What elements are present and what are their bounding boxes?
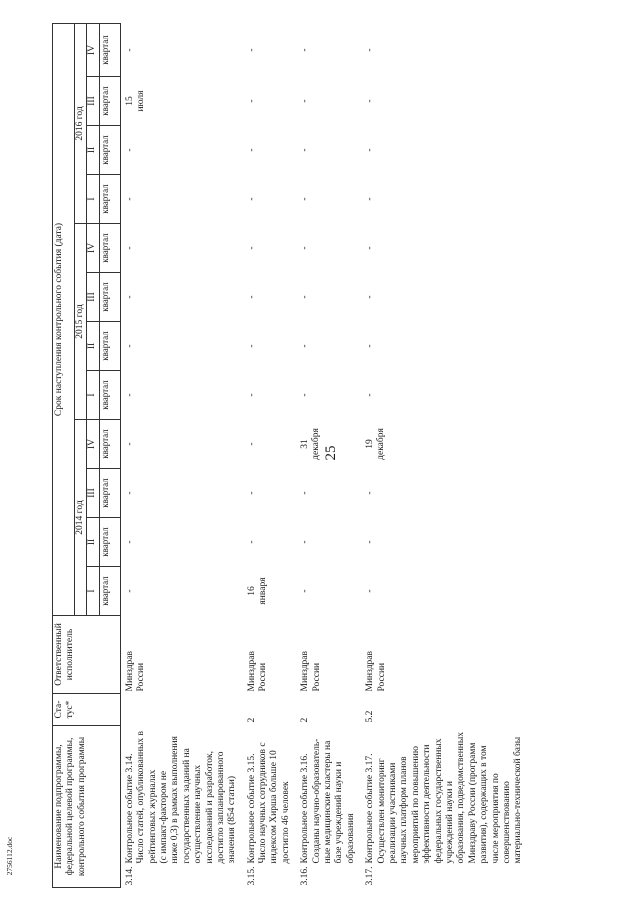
header-quarter-number: II [87,322,99,371]
header-year-2015: 2015 год [75,224,87,420]
header-quarter-word: квартал [99,175,120,224]
deadline-value: - [124,295,135,299]
deadline-value: - [124,540,135,544]
header-quarter-number: I [87,175,99,224]
deadline-value: - [300,197,311,201]
deadline-value: - [246,393,257,397]
row-status [120,694,242,726]
quarter-deadline-cell [361,322,528,371]
control-event-name: Контрольное событие 3.17. Осуществлен мониторинг реализации участниками научных платформ планов мероприятий по повышению эффективности деятельности федеральных государственных учреждений науки и образования, подведомственных Минздраву России (программ развития), содержащих в том числе мероприятия по совершенствованию материально-технической базы [365,731,524,864]
deadline-value: - [246,540,257,544]
header-quarter-word: квартал [99,518,120,567]
quarter-deadline-cell [120,518,242,567]
quarter-deadline-cell [243,567,297,616]
header-quarter-number: II [87,518,99,567]
quarter-deadline-cell [296,77,361,126]
header-quarter-number: IV [87,23,99,76]
quarter-deadline-cell [361,469,528,518]
deadline-value: - [124,48,135,52]
deadline-value: 19 декабря [365,428,387,460]
row-number: 3.16. [300,866,311,886]
quarter-deadline-cell [120,77,242,126]
header-quarter-number: II [87,126,99,175]
row-number: 3.17. [365,866,376,886]
deadline-value: - [124,442,135,446]
page-number: 25 [323,445,339,461]
deadline-value: - [246,344,257,348]
quarter-deadline-cell [120,23,242,76]
quarter-deadline-cell [120,224,242,273]
quarter-deadline-cell [296,420,361,469]
row-status: 2 [300,717,311,723]
quarter-deadline-cell [243,371,297,420]
deadline-value: 16 января [246,577,268,605]
quarter-deadline-cell [243,420,297,469]
header-quarter-word: квартал [99,273,120,322]
table-header [53,23,121,887]
deadline-value: - [300,540,311,544]
quarter-deadline-cell [361,567,528,616]
deadline-value: - [124,393,135,397]
quarter-deadline-cell [243,322,297,371]
header-name-column: Наименование подпрограммы, федеральной целевой программы, контрольного события программы [53,726,121,888]
deadline-value: - [246,491,257,495]
header-quarter-number: III [87,469,99,518]
quarter-deadline-cell [361,273,528,322]
deadline-value: - [365,148,376,152]
deadline-value: - [300,148,311,152]
quarter-deadline-cell [361,224,528,273]
quarter-deadline-cell [361,175,528,224]
quarter-deadline-cell [361,371,528,420]
header-quarter-word: квартал [99,77,120,126]
header-quarter-word: квартал [99,567,120,616]
deadline-value: - [246,246,257,250]
deadline-value: - [246,442,257,446]
quarter-deadline-cell [296,371,361,420]
quarter-deadline-cell [296,518,361,567]
deadline-value: - [300,295,311,299]
quarter-deadline-cell [120,175,242,224]
deadline-value: - [124,246,135,250]
deadline-value: - [300,491,311,495]
quarter-deadline-cell [243,77,297,126]
rotated-page-content [52,24,620,888]
deadline-value: - [124,491,135,495]
quarter-deadline-cell [120,469,242,518]
table-row [296,23,361,887]
deadline-value: - [365,197,376,201]
quarter-deadline-cell [120,371,242,420]
deadline-value: - [124,197,135,201]
quarter-deadline-cell [243,273,297,322]
header-quarter-number: IV [87,224,99,273]
quarter-deadline-cell [243,518,297,567]
deadline-value: - [300,344,311,348]
header-quarter-number: III [87,273,99,322]
header-quarter-word: квартал [99,126,120,175]
deadline-value: 31 декабря [300,428,322,460]
header-year-2014: 2014 год [75,420,87,616]
header-quarter-number: I [87,371,99,420]
deadline-value: - [365,48,376,52]
deadline-value: - [300,99,311,103]
quarter-deadline-cell [361,420,528,469]
deadline-value: - [365,246,376,250]
table-row [361,23,528,887]
header-quarter-word: квартал [99,23,120,76]
row-responsible: Минздрав России [124,651,147,692]
quarter-deadline-cell [361,77,528,126]
control-event-name: Контрольное событие 3.14. Число статей, опубликованных в рейтинговых журналах (с импакт-фактором не ниже 0,3) в рамках выполнения государственных заданий на осуществление научных исследований и разработок, достигло запланированного значения (854 статьи) [124,731,238,864]
quarter-deadline-cell [296,273,361,322]
control-event-name: Контрольное событие 3.15. Число научных сотрудников с индексом Хирша больше 10 достигло 46 человек [246,742,291,864]
deadline-value: - [300,246,311,250]
deadline-value: - [246,99,257,103]
header-responsible-column: Ответственный исполнитель [53,616,121,694]
deadline-value: 15 июля [124,90,146,112]
quarter-deadline-cell [361,23,528,76]
quarter-deadline-cell [120,273,242,322]
header-quarter-word: квартал [99,224,120,273]
quarter-deadline-cell [243,175,297,224]
deadline-value: - [246,197,257,201]
header-quarter-word: квартал [99,420,120,469]
row-responsible: Минздрав России [300,651,322,692]
row-number: 3.15. [246,866,257,886]
header-quarter-word: квартал [99,322,120,371]
header-year-2016: 2016 год [75,23,87,223]
deadline-value: - [246,48,257,52]
quarter-deadline-cell [296,469,361,518]
deadline-value: - [365,589,376,593]
footer-file-code: 2756112.doc [5,836,14,876]
quarter-deadline-cell [243,126,297,175]
deadline-value: - [300,589,311,593]
row-responsible: Минздрав России [246,651,269,692]
quarter-deadline-cell [120,567,242,616]
deadline-value: - [124,148,135,152]
deadline-value: - [365,540,376,544]
row-number: 3.14. [124,866,135,886]
quarter-deadline-cell [361,126,528,175]
deadline-value: - [365,344,376,348]
deadline-value: - [246,148,257,152]
table-row [120,23,242,887]
deadline-value: - [365,99,376,103]
row-responsible: Минздрав России [365,651,387,692]
header-quarter-number: III [87,77,99,126]
deadline-value: - [300,48,311,52]
header-quarter-word: квартал [99,371,120,420]
quarter-deadline-cell [296,224,361,273]
quarter-deadline-cell [296,23,361,76]
row-status: 5.2 [365,710,376,723]
table-body [120,23,528,887]
row-status: 2 [246,717,257,723]
quarter-deadline-cell [243,469,297,518]
quarter-deadline-cell [296,126,361,175]
deadline-value: - [300,393,311,397]
header-quarter-word: квартал [99,469,120,518]
header-quarter-number: IV [87,420,99,469]
header-status-column: Ста- тус* [53,694,121,726]
deadline-value: - [365,491,376,495]
quarter-deadline-cell [296,567,361,616]
quarter-deadline-cell [243,224,297,273]
header-quarter-number: I [87,567,99,616]
header-deadline-group: Срок наступления контрольного события (дата) [53,23,75,615]
deadline-value: - [124,589,135,593]
quarter-deadline-cell [120,322,242,371]
quarter-deadline-cell [120,126,242,175]
quarter-deadline-cell [296,322,361,371]
quarter-deadline-cell [243,23,297,76]
quarter-deadline-cell [296,175,361,224]
deadline-value: - [365,393,376,397]
quarter-deadline-cell [120,420,242,469]
control-events-table [52,23,529,888]
quarter-deadline-cell [361,518,528,567]
control-event-name: Контрольное событие 3.16. Созданы научно-образователь-ные медицинские кластеры на базе учреждений науки и образования [300,738,356,864]
table-row [243,23,297,887]
deadline-value: - [124,344,135,348]
deadline-value: - [365,295,376,299]
deadline-value: - [246,295,257,299]
